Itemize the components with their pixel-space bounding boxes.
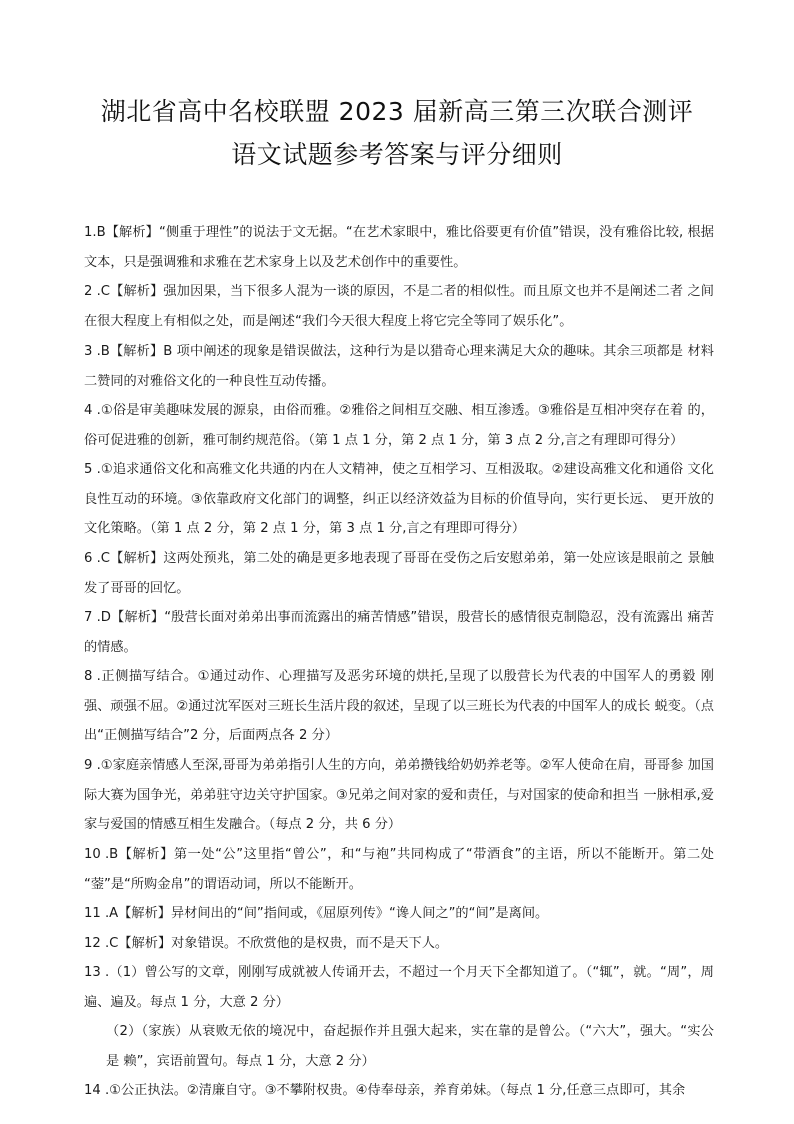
item-number: 5 . — [84, 462, 101, 477]
item-text: （1）曾公写的文章，刚刚写成就被人传诵开去，不超过一个月天下全都知道了。（“辄”，就。“周”，周 遍、遍及。每点 1 分，大意 2 分） — [84, 965, 714, 1010]
item-number: 2 . — [84, 284, 101, 299]
answer-item-10 — [84, 840, 714, 899]
answer-item-1 — [84, 218, 714, 277]
item-number: 9 . — [84, 758, 101, 773]
item-number: 1. — [84, 225, 97, 240]
answer-item-13-part-2 — [106, 1017, 714, 1076]
item-text: B【解析】第一处“公”这里指“曾公”，和“与袍”共同构成了“带酒食”的主语，所以不能断开。第二处 “蓥”是“所购金帛”的谓语动词，所以不能断开。 — [84, 847, 714, 892]
page-title: 湖北省高中名校联盟 2023 届新高三第三次联合测评 — [100, 97, 694, 126]
item-text: ①公正执法。②清廉自守。③不攀附权贵。④侍奉母亲，养育弟妹。（每点 1 分,任意三点即可，其余 — [109, 1083, 686, 1098]
item-text: D【解析】“殷营长面对弟弟出事而流露出的痛苦情感”错误，殷营长的感情很克制隐忍，没有流露出 痛苦的情感。 — [84, 610, 714, 655]
answer-item-3 — [84, 337, 714, 396]
answer-item-8 — [84, 662, 714, 751]
item-text: （2）（家族）从衰败无依的境况中，奋起振作并且强大起来，实在靠的是曾公。（“六大”，强大。“实公是 赖”，宾语前置句。每点 1 分，大意 2 分） — [106, 1024, 714, 1069]
item-text: C【解析】这两处预兆，第二处的确是更多地表现了哥哥在受伤之后安慰弟弟，第一处应该是眼前之 景触发了哥哥的回忆。 — [84, 551, 714, 596]
answer-item-5 — [84, 455, 714, 544]
answer-item-2 — [84, 277, 714, 336]
item-text: 正侧描写结合。①通过动作、心理描写及恶劣环境的烘托,呈现了以殷营长为代表的中国军人的勇毅 刚强、顽强不屈。②通过沈军医对三班长生活片段的叙述，呈现了以三班长为代表的中国军人的成长 蜕变。（点出“正侧描写结合”2 分，后面两点各 2 分） — [84, 669, 714, 743]
item-text: ①追求通俗文化和高雅文化共通的内在人文精神，使之互相学习、互相汲取。②建设高雅文化和通俗 文化良性互动的环境。③依靠政府文化部门的调整，纠正以经济效益为目标的价值导向，实行更长远、 更开放的文化策略。（第 1 点 2 分，第 2 点 1 分，第 3 点 1 分,言之有理即可得分） — [84, 462, 714, 536]
item-number: 8 . — [84, 669, 101, 684]
item-text: C【解析】对象错误。不欣赏他的是权贵，而不是天下人。 — [109, 936, 449, 951]
answer-item-4 — [84, 396, 714, 455]
item-number: 10 . — [84, 847, 110, 862]
answer-item-11 — [84, 899, 714, 929]
item-text: A【解析】异材间出的“间”指间或，《屈原列传》“谗人间之”的“间”是离间。 — [109, 906, 549, 921]
answer-item-7 — [84, 603, 714, 662]
answer-item-9 — [84, 751, 714, 840]
item-number: 12 . — [84, 936, 110, 951]
item-text: B【解析】“侧重于理性”的说法于文无据。“在艺术家眼中，雅比俗要更有价值”错误，没有雅俗比较, 根据文本，只是强调雅和求雅在艺术家身上以及艺术创作中的重要性。 — [84, 225, 714, 270]
item-number: 3 . — [84, 344, 101, 359]
item-text: B【解析】B 项中阐述的现象是错误做法，这种行为是以猎奇心理来满足大众的趣味。其余三项都是 材料二赞同的对雅俗文化的一种良性互动传播。 — [84, 344, 714, 389]
answer-item-14 — [84, 1076, 714, 1106]
item-number: 11 . — [84, 906, 110, 921]
item-number: 4 . — [84, 403, 101, 418]
item-number: 6 . — [84, 551, 101, 566]
item-number: 13 . — [84, 965, 110, 980]
item-number: 14 . — [84, 1083, 110, 1098]
answer-item-6 — [84, 544, 714, 603]
page-subtitle: 语文试题参考答案与评分细则 — [231, 140, 563, 169]
item-text: ①家庭亲情感人至深,哥哥为弟弟指引人生的方向，弟弟攒钱给奶奶养老等。②军人使命在肩，哥哥参 加国际大赛为国争光，弟弟驻守边关守护国家。③兄弟之间对家的爱和责任，与对国家的使命和担当 一脉相承,爱家与爱国的情感互相生发融合。（每点 2 分，共 6 分） — [84, 758, 714, 832]
answer-item-13 — [84, 958, 714, 1017]
item-text: ①俗是审美趣味发展的源泉，由俗而雅。②雅俗之间相互交融、相互渗透。③雅俗是互相冲突存在着 的，俗可促进雅的创新，雅可制约规范俗。（第 1 点 1 分，第 2 点 1 分，第 3 点 2 分,言之有理即可得分） — [84, 403, 714, 448]
answer-item-12 — [84, 929, 714, 959]
item-text: C【解析】强加因果，当下很多人混为一谈的原因，不是二者的相似性。而且原文也并不是阐述二者 之间在很大程度上有相似之处，而是阐述“我们今天很大程度上将它完全等同了娱乐化”。 — [84, 284, 714, 329]
item-number: 7 . — [84, 610, 101, 625]
